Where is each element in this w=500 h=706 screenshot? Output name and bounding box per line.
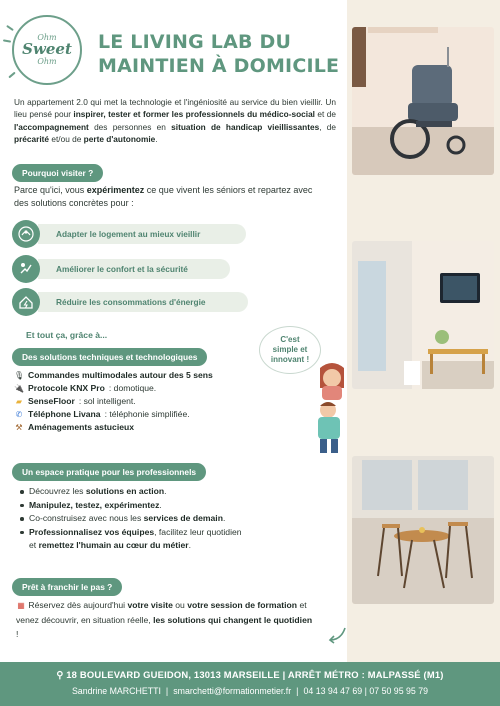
location-pin-icon: ⚲ <box>56 669 67 680</box>
cta-part: et venez découvrir, en situation réelle, <box>16 600 307 625</box>
list-item <box>20 512 340 526</box>
intro-bold: inspirer, tester et former les professionnels du médico-social <box>73 109 315 120</box>
bullet-text: . <box>159 499 162 510</box>
cta-part: Réservez dès aujourd'hui <box>26 600 128 610</box>
intro-text: , de <box>319 121 336 132</box>
solution-rest: : téléphonie simplifiée. <box>104 409 190 419</box>
list-item <box>20 526 340 553</box>
solution-bold: Commandes multimodales autour des 5 sens <box>28 370 213 380</box>
contact-phones[interactable]: 04 13 94 47 69 | 07 50 95 95 79 <box>303 686 429 696</box>
cta-pill: Prêt à franchir le pas ? <box>12 578 122 596</box>
list-item <box>20 485 340 499</box>
intro-bold: précarité <box>14 134 50 145</box>
bullet-bold: Professionnalisez vos équipes <box>29 526 155 537</box>
list-item <box>14 395 344 408</box>
list-item <box>14 369 344 382</box>
solutions-pill: Des solutions techniques et technologiques <box>12 348 207 366</box>
list-item <box>20 499 340 513</box>
bubble-line: simple et <box>272 345 308 354</box>
cta-bold: les solutions qui changent le quotidien <box>153 615 313 625</box>
bullet-bold: remettez l'humain au cœur du métier <box>38 540 189 551</box>
list-item <box>14 382 344 395</box>
logo-line2: Sweet <box>22 40 72 59</box>
bullet-text: . <box>164 486 167 496</box>
feature-label: Réduire les consommations d'énergie <box>38 292 248 312</box>
bubble-line: innovant ! <box>270 355 310 364</box>
address-text: 18 BOULEVARD GUEIDON, 13013 MARSEILLE | ARRÊT MÉTRO : MALPASSÉ (M1) <box>66 669 444 680</box>
terrace-photo <box>352 456 494 604</box>
bullet-text: Découvrez les <box>29 486 86 496</box>
plug-icon: 🔌 <box>14 384 24 393</box>
curved-arrow-icon <box>327 626 347 644</box>
bubble-line: C'est <box>280 335 300 344</box>
bullet-text: . <box>222 513 226 524</box>
logo-line3: Ohm <box>37 56 57 66</box>
bullet-bold: services de demain <box>143 513 223 524</box>
tools-icon: ⚒ <box>15 423 23 432</box>
solution-bold: Protocole KNX Pro <box>28 383 105 393</box>
solution-bold: SenseFloor <box>28 396 75 406</box>
separator: | <box>165 686 169 696</box>
intro-text: Un appartement 2.0 qui met la technologie et l'ingéniosité au service du bien vieillir. Un lieu pensé pour <box>14 97 336 120</box>
space-pill: Un espace pratique pour les professionnels <box>12 463 206 481</box>
why-visit-text <box>14 184 314 209</box>
why-text: ce que vivent les séniors et repartez avec des solutions concrètes pour : <box>14 185 313 208</box>
title-line2: MAINTIEN À DOMICILE <box>98 55 340 77</box>
cta-part: ou <box>172 600 188 610</box>
ohm-sweet-ohm-logo <box>12 15 82 85</box>
intro-bold: l'accompagnement <box>14 121 89 132</box>
intro-paragraph <box>14 96 336 146</box>
bullet-text: et <box>29 540 39 551</box>
intro-text: . <box>155 134 158 145</box>
floor-sensor-icon: ▰ <box>15 397 23 406</box>
cta-bold: votre session de formation <box>187 600 298 610</box>
intro-text: et/ou de <box>49 134 84 145</box>
contact-name: Sandrine MARCHETTI <box>71 686 161 696</box>
cta-part: ! <box>16 629 19 639</box>
intro-text: et de <box>314 109 336 120</box>
separator: | <box>296 686 299 696</box>
thanks-to-text: Et tout ça, grâce à... <box>26 330 108 340</box>
living-room-photo <box>352 241 494 389</box>
logo-line1: Ohm <box>37 33 57 43</box>
bullet-bold: solutions en action <box>85 486 165 496</box>
solution-bold: Aménagements astucieux <box>28 422 135 432</box>
bullet-text: , facilitez leur quotidien <box>154 526 242 537</box>
wheelchair-photo <box>352 27 494 175</box>
list-item <box>14 421 344 434</box>
title-line1: LE LIVING LAB DU <box>98 31 292 53</box>
bullet-bold: Manipulez, testez, expérimentez <box>29 499 160 510</box>
intro-bold: perte d'autonomie <box>83 134 156 145</box>
why-text: Parce qu'ici, vous <box>14 185 87 195</box>
why-bold: expérimentez <box>86 185 145 195</box>
microphone-icon: 🎙 <box>14 371 25 380</box>
intro-bold: situation de handicap vieillissantes <box>171 121 320 132</box>
calendar-icon: ▦ <box>17 601 25 610</box>
footer-contact <box>0 686 500 696</box>
feature-label: Améliorer le confort et la sécurité <box>38 259 230 279</box>
solutions-list <box>14 369 344 434</box>
comfort-safety-icon <box>12 255 40 283</box>
feature-label: Adapter le logement au mieux vieillir <box>38 224 246 244</box>
footer-bar <box>0 662 500 706</box>
footer-address <box>0 669 500 681</box>
cta-bold: votre visite <box>127 600 173 610</box>
solution-rest: : domotique. <box>108 383 157 393</box>
why-visit-pill: Pourquoi visiter ? <box>12 164 103 182</box>
bullet-text: Co-construisez avec nous les <box>29 513 144 524</box>
energy-icon <box>12 288 40 316</box>
cta-text <box>16 598 316 641</box>
phone-icon: ✆ <box>15 410 23 419</box>
solution-bold: Téléphone Livana <box>28 409 101 419</box>
intro-text: des personnes en <box>88 121 172 132</box>
home-adapt-icon <box>12 220 40 248</box>
page-title <box>98 30 343 78</box>
solution-rest: : sol intelligent. <box>78 396 136 406</box>
list-item <box>14 408 344 421</box>
bullet-text: . <box>188 540 192 551</box>
contact-email[interactable]: smarchetti@formationmetier.fr <box>173 686 292 696</box>
space-list <box>20 485 340 553</box>
